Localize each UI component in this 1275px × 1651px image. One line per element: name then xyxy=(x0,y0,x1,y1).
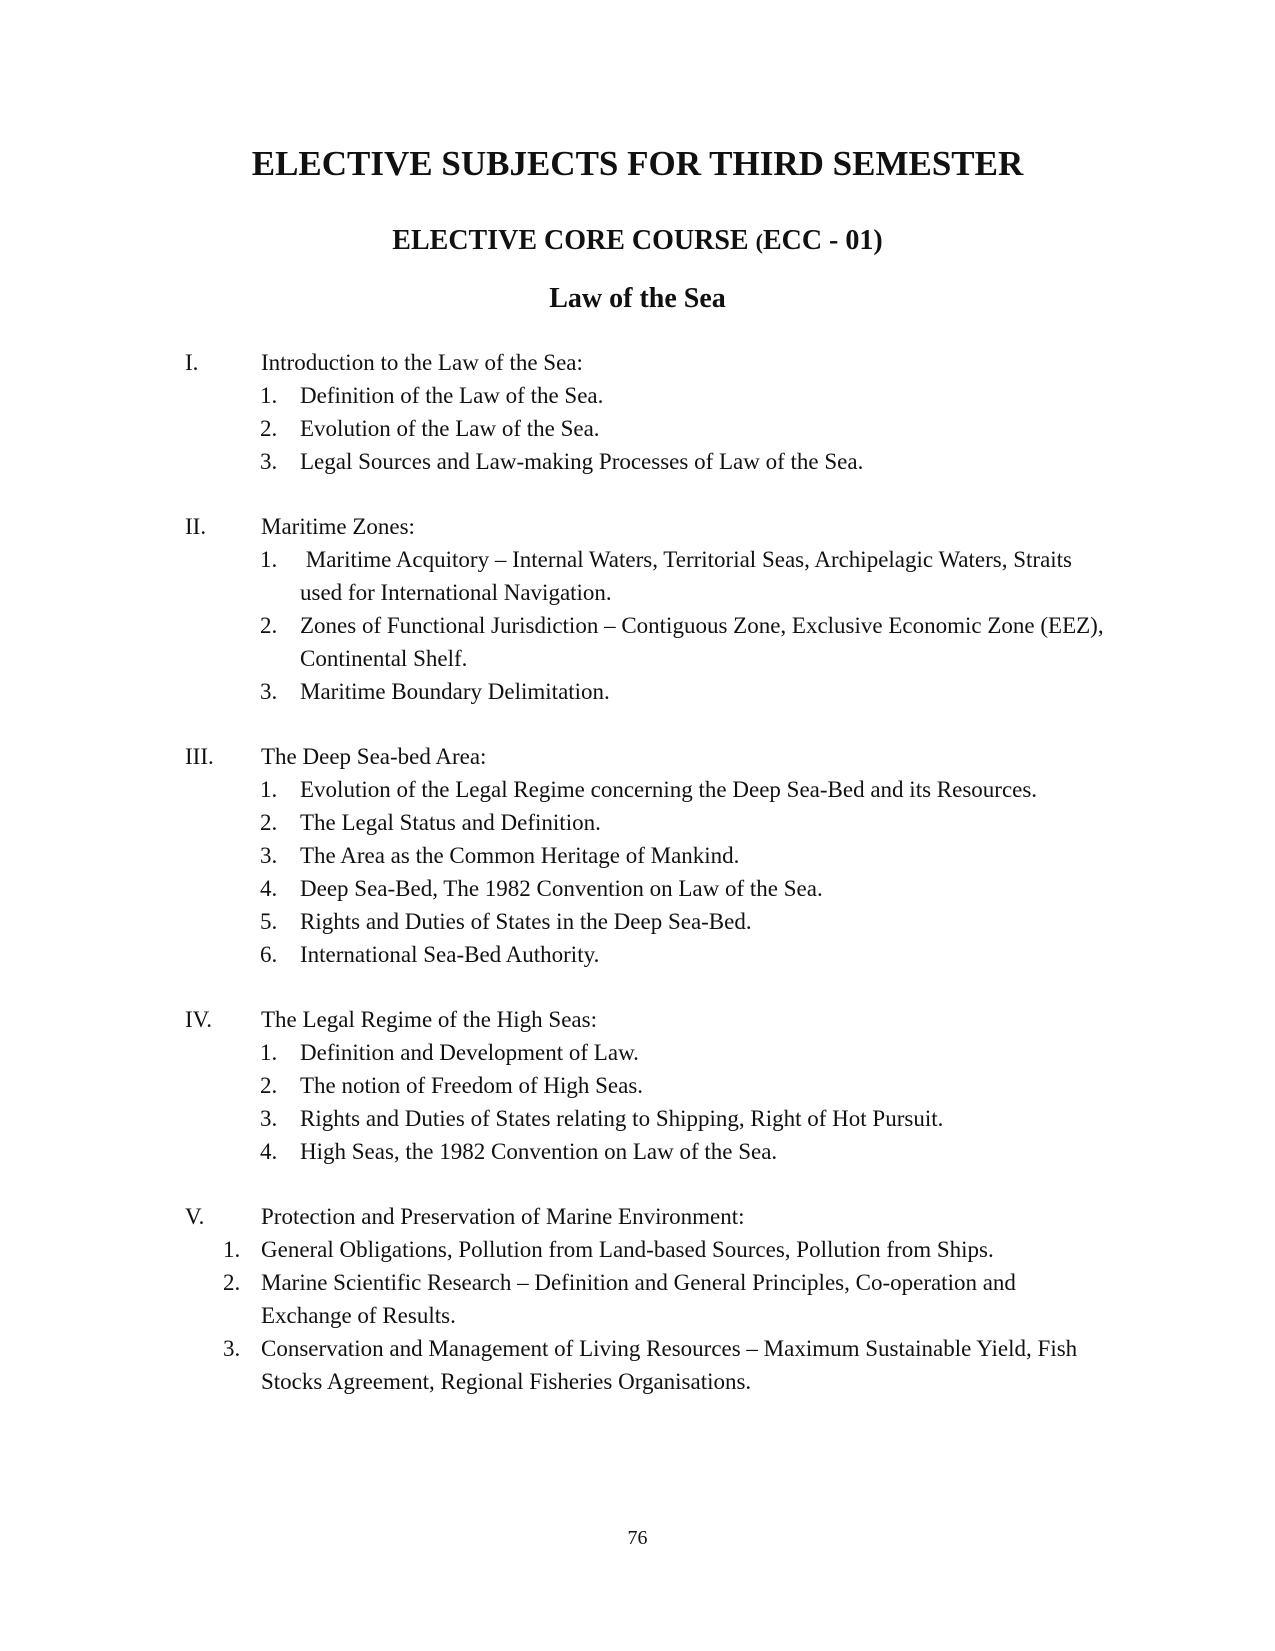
topic-text: Definition and Development of Law. xyxy=(300,1040,639,1065)
topic-item xyxy=(0,543,1110,609)
topic-list xyxy=(0,773,1275,971)
syllabus-sections xyxy=(0,346,1275,1430)
topic-item xyxy=(0,1135,1110,1168)
topic-item xyxy=(0,445,1110,478)
topic-text: Maritime Acquitory – Internal Waters, Territorial Seas, Archipelagic Waters, Straits used for International Navigation. xyxy=(300,547,1078,605)
topic-list xyxy=(0,1036,1275,1168)
topic-text: Conservation and Management of Living Resources – Maximum Sustainable Yield, Fish Stocks Agreement, Regional Fisheries Organisations. xyxy=(261,1336,1078,1394)
topic-number: 1. xyxy=(260,1040,278,1065)
syllabus-section xyxy=(0,510,1275,708)
topic-text: High Seas, the 1982 Convention on Law of the Sea. xyxy=(300,1139,778,1164)
topic-number: 3. xyxy=(260,843,278,868)
topic-text: Rights and Duties of States relating to Shipping, Right of Hot Pursuit. xyxy=(300,1106,944,1131)
section-title: The Deep Sea-bed Area: xyxy=(261,744,487,769)
topic-item xyxy=(0,609,1110,675)
section-title: Protection and Preservation of Marine Environment: xyxy=(261,1204,745,1229)
section-heading xyxy=(0,1003,1275,1036)
topic-number: 1. xyxy=(260,383,278,408)
topic-number: 4. xyxy=(260,876,278,901)
section-heading xyxy=(0,510,1275,543)
topic-item xyxy=(0,905,1110,938)
topic-item xyxy=(0,675,1110,708)
section-title: Maritime Zones: xyxy=(261,514,415,539)
topic-text: The notion of Freedom of High Seas. xyxy=(300,1073,644,1098)
topic-text: Deep Sea-Bed, The 1982 Convention on Law of the Sea. xyxy=(300,876,823,901)
course-title: Law of the Sea xyxy=(549,283,726,314)
topic-item xyxy=(0,773,1110,806)
course-category-heading xyxy=(0,224,1275,259)
topic-number: 2. xyxy=(260,416,278,441)
section-numeral: II. xyxy=(185,514,207,539)
topic-number: 1. xyxy=(260,547,278,572)
page-number: 76 xyxy=(627,1527,648,1549)
topic-number: 3. xyxy=(260,449,278,474)
topic-text: Maritime Boundary Delimitation. xyxy=(300,679,610,704)
topic-number: 2. xyxy=(260,613,278,638)
topic-number: 2. xyxy=(223,1270,241,1295)
topic-number: 2. xyxy=(260,810,278,835)
topic-item xyxy=(0,412,1110,445)
topic-text: Evolution of the Legal Regime concerning the Deep Sea-Bed and its Resources. xyxy=(300,777,1038,802)
topic-text: Definition of the Law of the Sea. xyxy=(300,383,604,408)
topic-number: 3. xyxy=(260,1106,278,1131)
section-numeral: I. xyxy=(185,350,199,375)
topic-list xyxy=(0,1233,1275,1398)
topic-number: 3. xyxy=(223,1336,241,1361)
topic-item xyxy=(0,1266,1111,1332)
section-title: Introduction to the Law of the Sea: xyxy=(261,350,583,375)
topic-item xyxy=(0,1102,1110,1135)
topic-item xyxy=(0,1332,1111,1398)
section-numeral: IV. xyxy=(185,1007,213,1032)
course-category-prefix: ELECTIVE CORE COURSE xyxy=(392,225,756,256)
topic-number: 2. xyxy=(260,1073,278,1098)
topic-text: Marine Scientific Research – Definition and General Principles, Co-operation and Exchange of Results. xyxy=(261,1270,1016,1328)
page-title: ELECTIVE SUBJECTS FOR THIRD SEMESTER xyxy=(251,144,1024,183)
topic-number: 5. xyxy=(260,909,278,934)
topic-item xyxy=(0,1233,1111,1266)
topic-item xyxy=(0,806,1110,839)
topic-list xyxy=(0,543,1275,708)
course-code-open-paren: ( xyxy=(755,229,763,254)
topic-text: General Obligations, Pollution from Land-based Sources, Pollution from Ships. xyxy=(261,1237,994,1262)
course-code: ECC - 01) xyxy=(762,225,883,256)
topic-text: Evolution of the Law of the Sea. xyxy=(300,416,600,441)
topic-text: Rights and Duties of States in the Deep Sea-Bed. xyxy=(300,909,752,934)
topic-item xyxy=(0,379,1110,412)
section-title: The Legal Regime of the High Seas: xyxy=(261,1007,597,1032)
topic-item xyxy=(0,1036,1110,1069)
topic-item xyxy=(0,872,1110,905)
section-heading xyxy=(0,346,1275,379)
topic-item xyxy=(0,1069,1110,1102)
section-heading xyxy=(0,1200,1275,1233)
topic-text: The Area as the Common Heritage of Mankind. xyxy=(300,843,740,868)
topic-text: International Sea-Bed Authority. xyxy=(300,942,600,967)
topic-item xyxy=(0,938,1110,971)
topic-text: The Legal Status and Definition. xyxy=(300,810,601,835)
topic-number: 3. xyxy=(260,679,278,704)
syllabus-section xyxy=(0,346,1275,478)
syllabus-section xyxy=(0,740,1275,971)
topic-list xyxy=(0,379,1275,478)
syllabus-section xyxy=(0,1003,1275,1168)
topic-text: Legal Sources and Law-making Processes of Law of the Sea. xyxy=(300,449,864,474)
topic-number: 1. xyxy=(260,777,278,802)
topic-number: 4. xyxy=(260,1139,278,1164)
section-numeral: V. xyxy=(185,1204,205,1229)
topic-item xyxy=(0,839,1110,872)
section-heading xyxy=(0,740,1275,773)
syllabus-section xyxy=(0,1200,1275,1398)
topic-text: Zones of Functional Jurisdiction – Contiguous Zone, Exclusive Economic Zone (EEZ), Continental Shelf. xyxy=(300,613,1104,671)
section-numeral: III. xyxy=(185,744,214,769)
topic-number: 6. xyxy=(260,942,278,967)
topic-number: 1. xyxy=(223,1237,241,1262)
